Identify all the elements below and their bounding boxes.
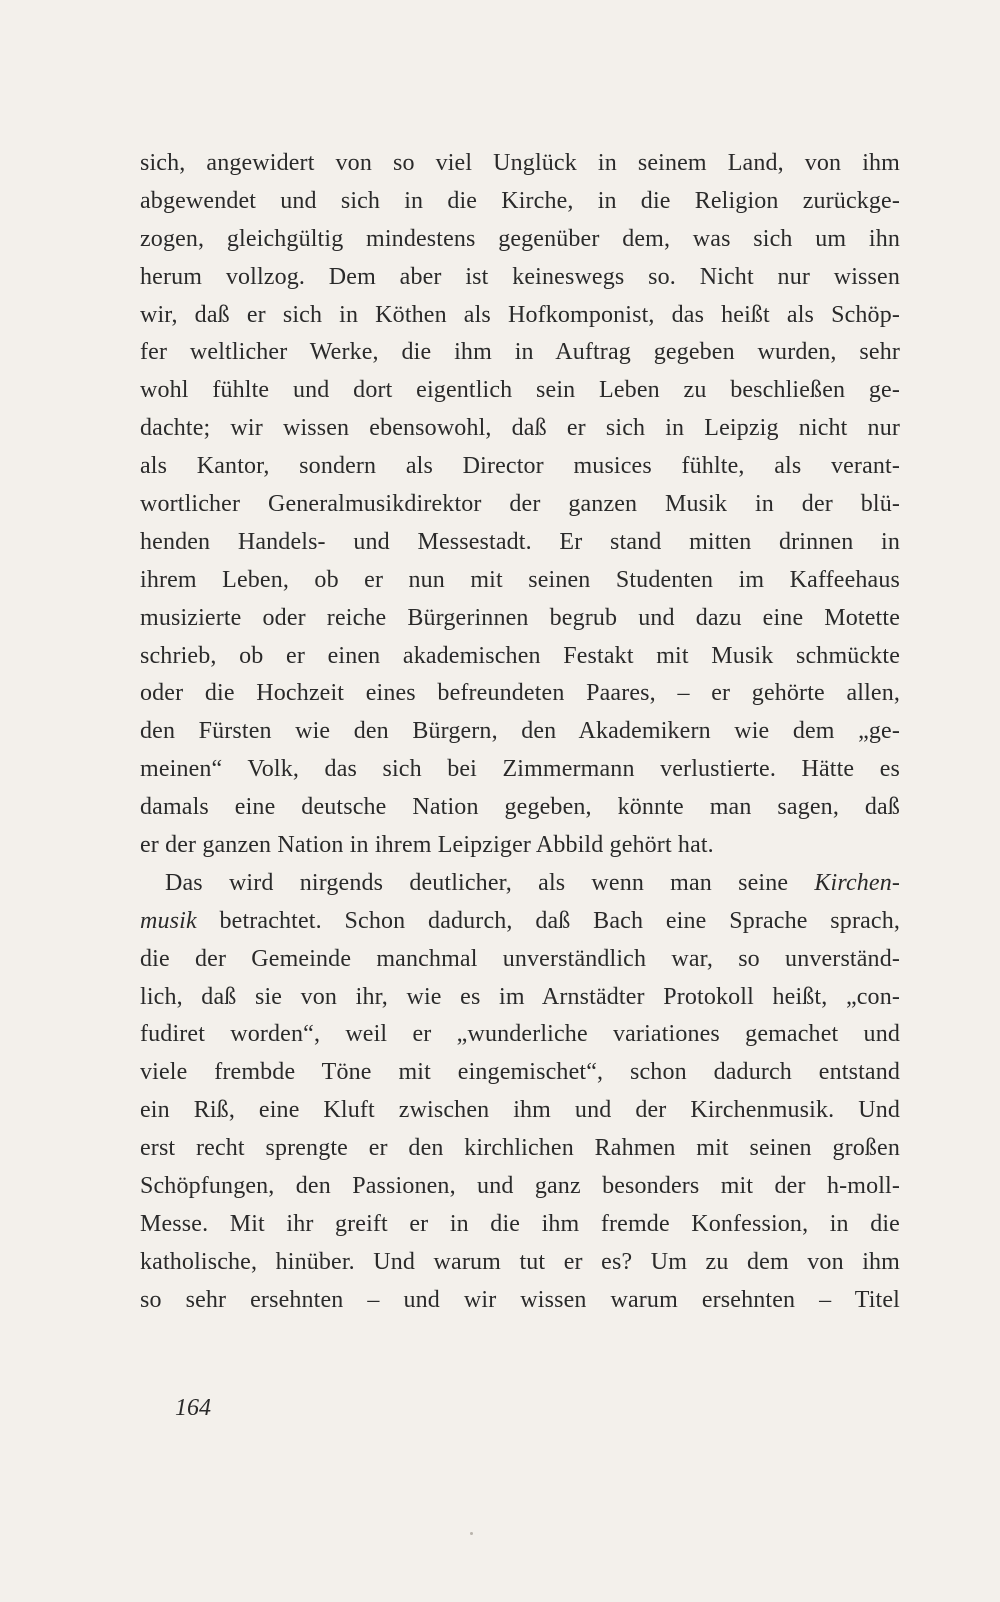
text-line: als Kantor, sondern als Director musices fühlte, als verant- [140,453,900,480]
text-line: wohl fühlte und dort eigentlich sein Leben zu beschließen ge- [140,377,900,404]
text-line: meinen“ Volk, das sich bei Zimmermann verlustierte. Hätte es [140,756,900,783]
text-line: musizierte oder reiche Bürgerinnen begrub und dazu eine Motette [140,604,900,631]
text-line: Schöpfungen, den Passionen, und ganz besonders mit der h-moll- [140,1173,900,1200]
text-line: abgewendet und sich in die Kirche, in die Religion zurückge- [140,187,900,214]
text-line: Messe. Mit ihr greift er in die ihm fremde Konfession, in die [140,1210,900,1237]
text-line: damals eine deutsche Nation gegeben, könnte man sagen, daß [140,794,900,821]
text-line: ein Riß, eine Kluft zwischen ihm und der Kirchenmusik. Und [140,1097,900,1124]
text-line: wortlicher Generalmusikdirektor der ganzen Musik in der blü- [140,491,900,518]
text-line: lich, daß sie von ihr, wie es im Arnstädter Protokoll heißt, „con- [140,983,900,1010]
text-line: sich, angewidert von so viel Unglück in seinem Land, von ihm [140,150,900,176]
text-line: wir, daß er sich in Köthen als Hofkomponist, das heißt als Schöp- [140,301,900,328]
text-line: dachte; wir wissen ebensowohl, daß er sich in Leipzig nicht nur [140,415,900,442]
text-line: den Fürsten wie den Bürgern, den Akademikern wie dem „ge- [140,718,900,745]
text-line: henden Handels- und Messestadt. Er stand mitten drinnen in [140,528,900,555]
text-line: katholische, hinüber. Und warum tut er es? Um zu dem von ihm [140,1248,900,1275]
text-segment: Das wird nirgends deutlicher, als wenn man seine [165,869,815,896]
text-segment: betrachtet. Schon dadurch, daß Bach eine Sprache sprach, [196,907,900,934]
paragraph-start-line [140,865,900,903]
text-line: so sehr ersehnten – und wir wissen warum ersehnten – Titel [140,1286,900,1313]
text-line: viele frembde Töne mit eingemischet“, schon dadurch entstand [140,1059,900,1086]
text-line: die der Gemeinde manchmal unverständlich war, so unverständ- [140,945,900,972]
text-line: fer weltlicher Werke, die ihm in Auftrag gegeben wurden, sehr [140,339,900,366]
text-line [140,903,900,941]
text-line: schrieb, ob er einen akademischen Festakt mit Musik schmückte [140,642,900,669]
paper-speck [470,1532,473,1535]
text-line: fudiret worden“, weil er „wunderliche variationes gemachet und [140,1021,900,1048]
italic-term: musik [140,907,197,934]
page-number: 164 [175,1395,211,1421]
text-line: oder die Hochzeit eines befreundeten Paares, – er gehörte allen, [140,680,900,707]
italic-term: Kirchen- [814,869,900,896]
text-line: er der ganzen Nation in ihrem Leipziger Abbild gehört hat. [140,832,714,859]
text-line: zogen, gleichgültig mindestens gegenüber dem, was sich um ihn [140,225,900,252]
body-text [140,145,900,1320]
text-line: ihrem Leben, ob er nun mit seinen Studenten im Kaffeehaus [140,566,900,593]
text-line: erst recht sprengte er den kirchlichen Rahmen mit seinen großen [140,1135,900,1162]
text-line: herum vollzog. Dem aber ist keineswegs so. Nicht nur wissen [140,263,900,290]
